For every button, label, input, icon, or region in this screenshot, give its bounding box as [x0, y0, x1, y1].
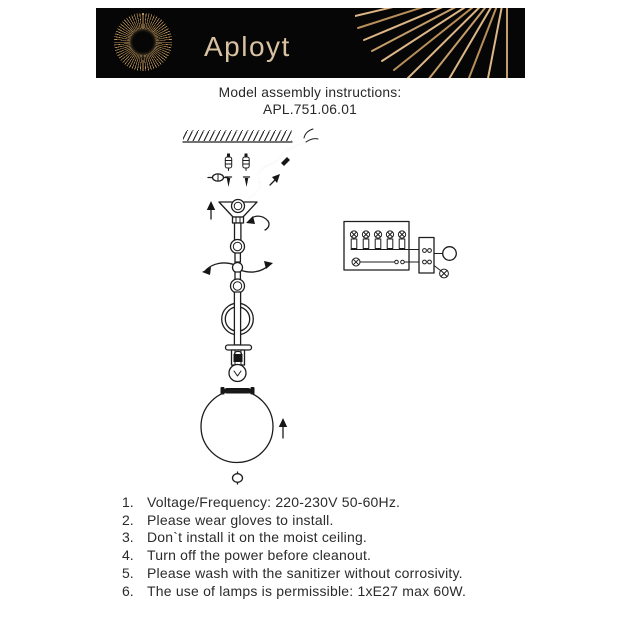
instruction-item	[122, 565, 466, 583]
brand-banner	[96, 8, 525, 78]
sheet-title: Model assembly instructions:	[218, 85, 402, 100]
hanger-rod	[231, 272, 245, 293]
screw-icon	[244, 177, 250, 187]
connector-block	[419, 238, 434, 274]
instruction-text: Voltage/Frequency: 220-230V 50-60Hz.	[147, 494, 401, 510]
screw-terminals	[350, 231, 405, 249]
ball-joint	[231, 240, 245, 254]
instruction-list	[122, 494, 466, 600]
ceiling-hatch	[183, 130, 292, 142]
assembly-diagram	[0, 120, 620, 498]
screwdriver-icon	[208, 174, 228, 181]
instruction-item	[122, 583, 466, 601]
instruction-item	[122, 512, 466, 530]
instruction-number: 2.	[122, 511, 134, 528]
instruction-text: The use of lamps is permissible: 1xE27 max 60W.	[147, 582, 467, 599]
wiring-terminal-diagram	[344, 222, 456, 278]
ball-joint	[231, 279, 245, 293]
rays-icon	[355, 8, 525, 78]
screw-icon	[226, 177, 232, 187]
instruction-number: 1.	[122, 494, 134, 510]
wall-anchor-icon	[243, 154, 249, 171]
instruction-number: 4.	[122, 547, 134, 564]
sunburst-logo-icon	[114, 13, 172, 71]
instruction-number: 3.	[122, 529, 134, 546]
sunburst-core	[130, 29, 156, 55]
instruction-text: Please wash with the sanitizer without corrosivity.	[147, 564, 463, 581]
wire-connector	[281, 157, 290, 166]
switch-symbol	[440, 269, 449, 278]
hanger-rod	[234, 292, 240, 345]
screw-cap-icon	[233, 472, 243, 484]
instruction-number: 5.	[122, 564, 134, 581]
ground-terminal	[352, 258, 360, 266]
glass-sphere	[201, 391, 273, 463]
instruction-item	[122, 494, 466, 512]
hanger-rod	[231, 223, 245, 262]
instruction-text: Please wear gloves to install.	[147, 511, 334, 528]
light-bulb-icon	[229, 365, 246, 382]
instruction-number: 6.	[122, 582, 134, 599]
title-block	[0, 84, 620, 118]
instruction-text: Don`t install it on the moist ceiling.	[147, 529, 368, 546]
model-number: APL.751.06.01	[263, 102, 357, 117]
instruction-text: Turn off the power before cleanout.	[147, 547, 372, 564]
instruction-item	[122, 529, 466, 547]
rotate-arrow-icon	[246, 216, 269, 230]
wall-anchor-icon	[225, 154, 231, 171]
instruction-item	[122, 547, 466, 565]
lamp-symbol	[443, 247, 457, 261]
brand-name: Aployt	[204, 31, 291, 62]
up-arrow-icon	[207, 201, 215, 219]
up-arrow-icon	[279, 418, 287, 438]
lamp-socket	[226, 345, 252, 365]
